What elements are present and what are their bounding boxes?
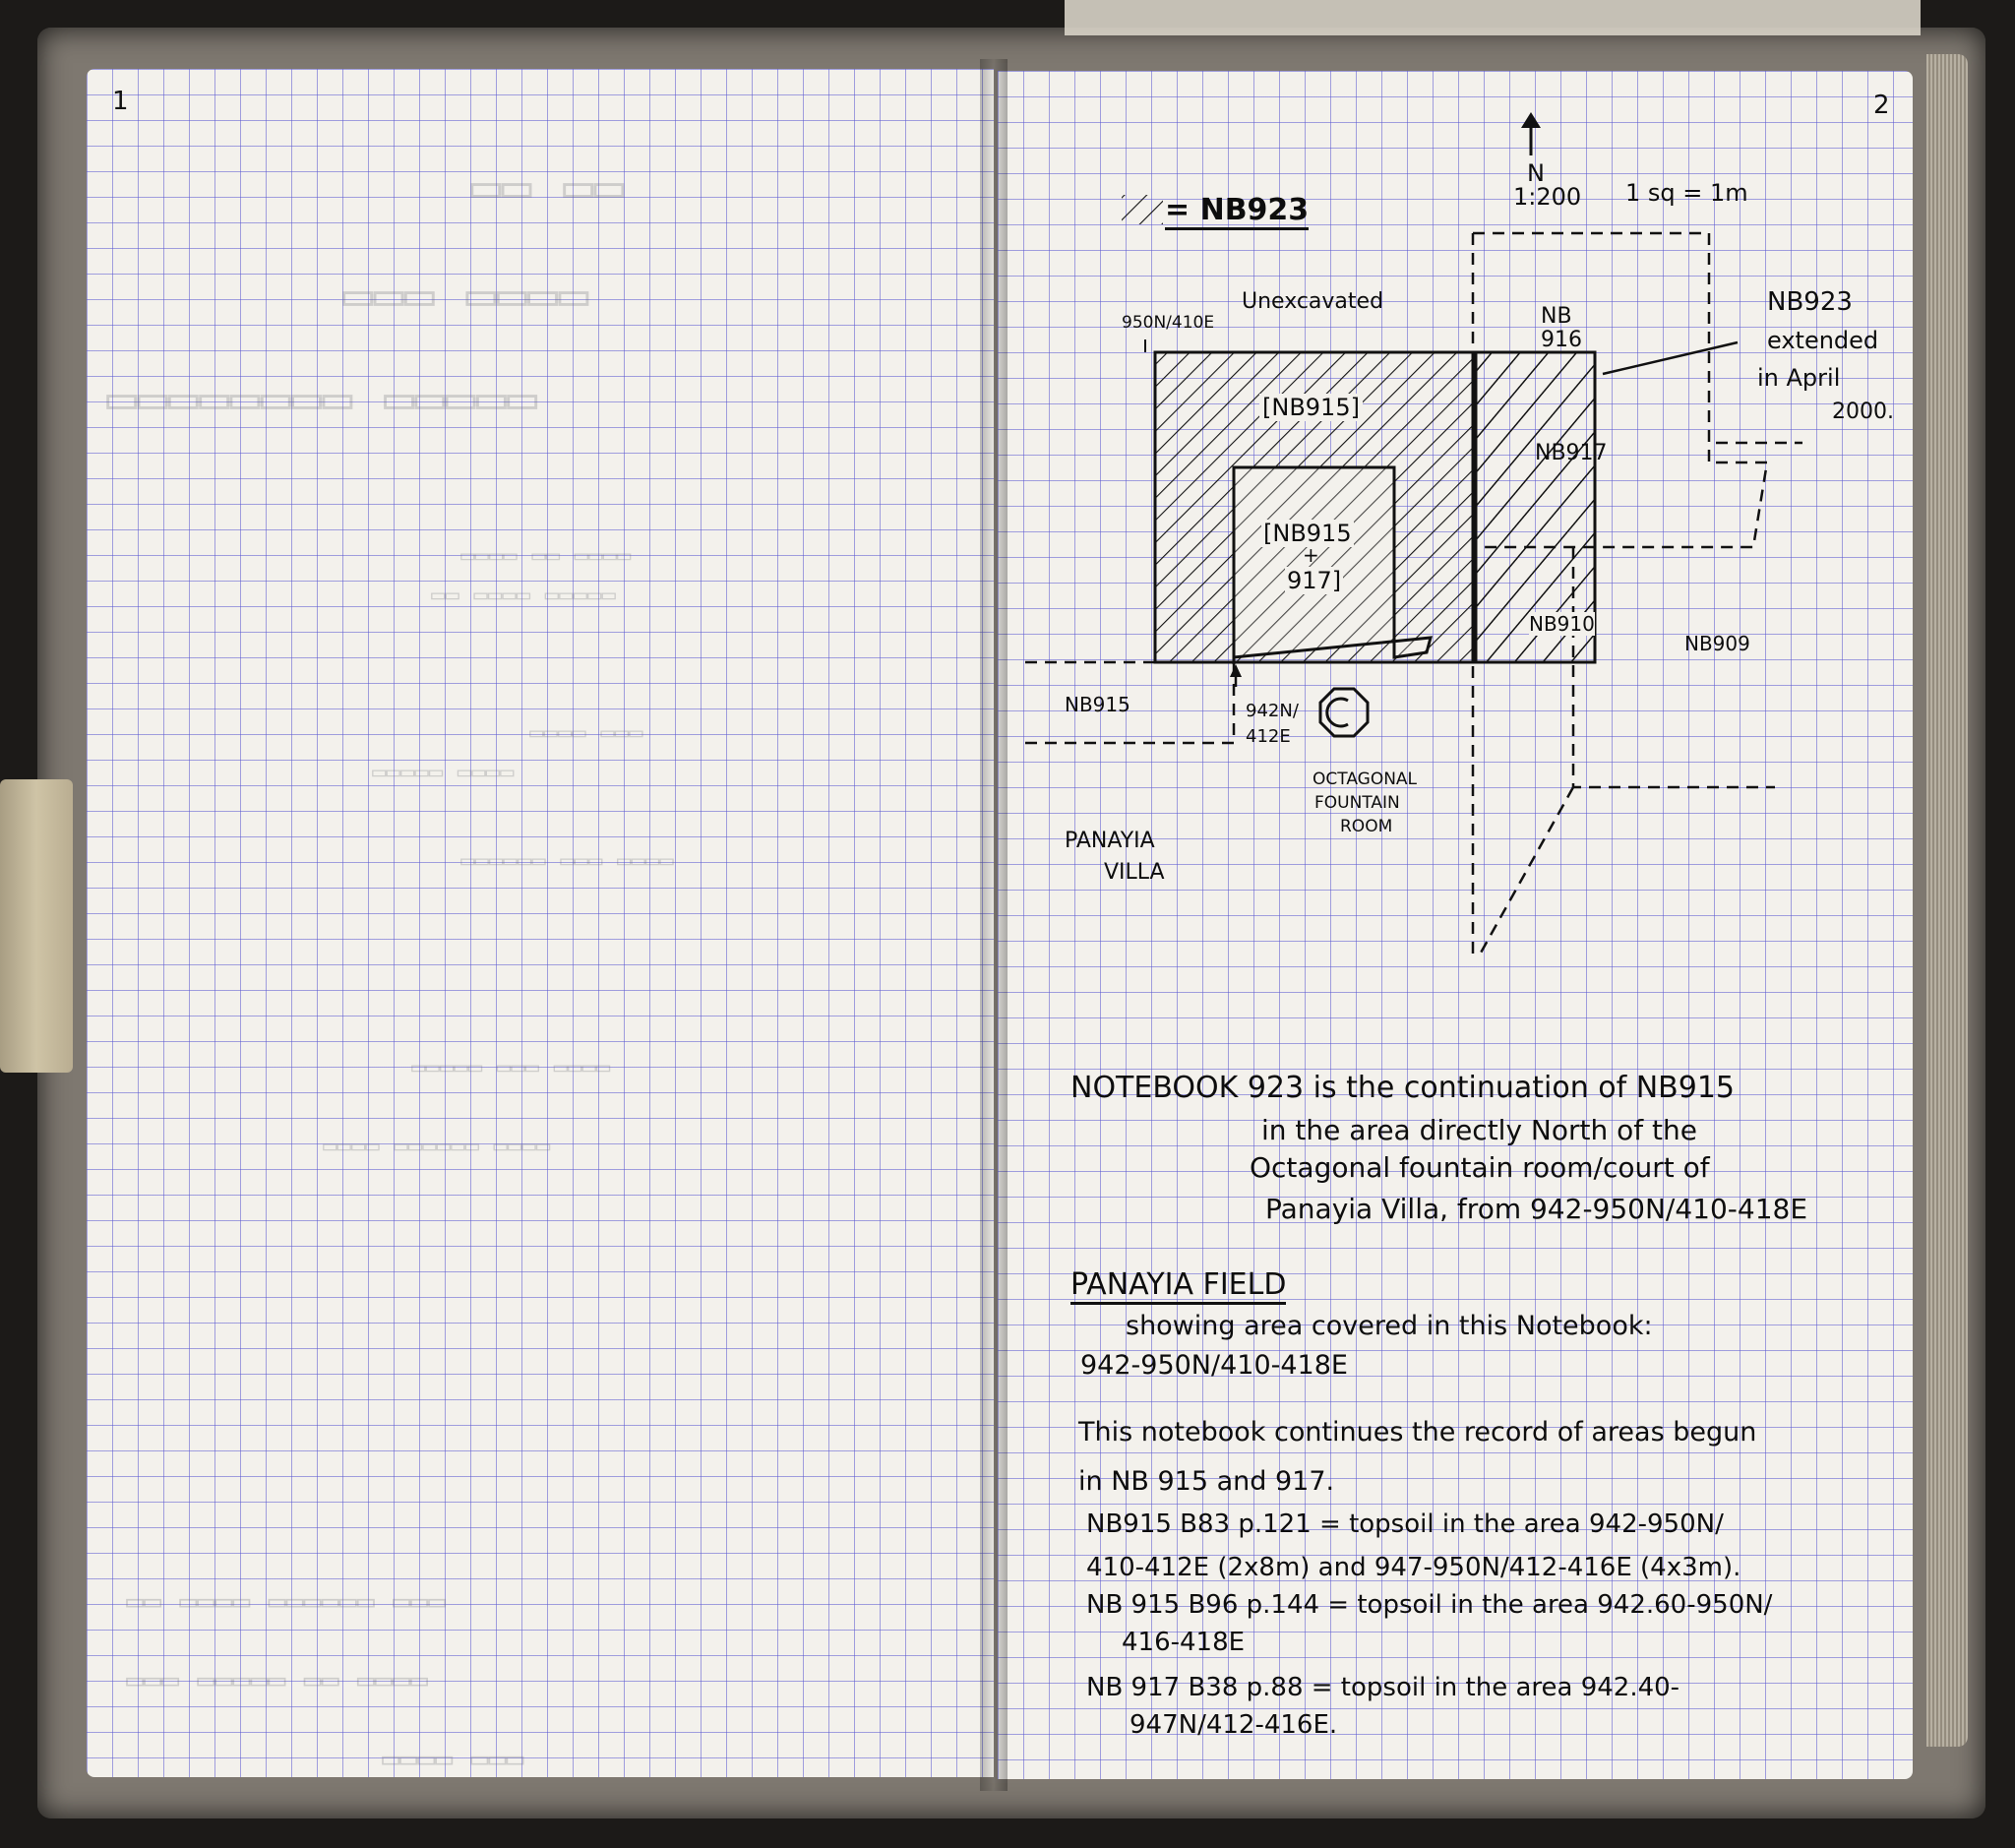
nb923-note-line: NB923 [1767,287,1853,317]
notebook-clasp [0,779,73,1073]
bleed-through-text: ▭▭▭ ▭▭▭▭ [529,718,643,746]
nb915-left-label: NB915 [1065,693,1130,716]
bleed-through-text: ▭▭▭▭▭ ▭▭▭▭ ▭▭ [431,581,616,608]
bleed-through-text: ▭▭ ▭▭ [470,157,625,216]
record-line: 416-418E [1122,1628,1246,1657]
record-line: 947N/412-416E. [1130,1710,1338,1740]
field-line: showing area covered in this Notebook: [1126,1311,1653,1341]
nb915-917-label: 917] [1287,567,1342,594]
villa-label: VILLA [1104,860,1165,885]
field-title: PANAYIA FIELD [1070,1267,1286,1305]
north-label: N [1527,159,1545,187]
intro-line: NOTEBOOK 923 is the continuation of NB915 [1070,1071,1735,1105]
nb915-917-label: + [1303,543,1319,567]
nb923-note-line: extended [1767,327,1879,354]
page-edges [1926,54,1968,1747]
nb923-note-line: in April [1757,364,1841,392]
bleed-through-text: ▭▭▭▭ ▭▭▭ ▭▭▭▭▭▭ [460,846,674,874]
scale-label: 1:200 [1513,183,1582,211]
nb915-917-label: [NB915 [1263,520,1352,547]
bleed-through-text: ▭▭▭▭ ▭▭ ▭▭▭▭▭ ▭▭▭ [126,1663,429,1697]
intro-line: Octagonal fountain room/court of [1250,1151,1710,1184]
grid-square-label: 1 sq = 1m [1625,179,1748,207]
bleed-through-text: ▭▭▭ ▭▭▭▭ [382,1742,524,1776]
corner-coordinate-nw: 950N/410E [1122,313,1215,333]
left-page [87,69,994,1777]
corner-coordinate-se: 942N/ [1246,701,1299,721]
bleed-through-text: ▭▭▭▭ ▭▭▭▭▭ [372,758,515,785]
nb915-bracket-label: [NB915] [1259,394,1363,421]
bleed-through-text: ▭▭▭▭ ▭▭▭ ▭▭▭▭▭ [411,1053,611,1080]
nb923-note-line: 2000. [1832,400,1894,424]
intro-line: Panayia Villa, from 942-950N/410-418E [1265,1193,1808,1225]
nb910-label: NB910 [1529,612,1595,636]
left-page-number: 1 [112,87,129,116]
record-line: NB 917 B38 p.88 = topsoil in the area 942.40- [1086,1673,1680,1702]
intro-line: in the area directly North of the [1261,1114,1697,1146]
bleed-through-text: ▭▭▭▭ ▭▭▭ [342,266,589,325]
page-edge-strip [1065,0,1921,35]
fountain-label: ROOM [1340,817,1393,836]
north-arrow-icon [1521,112,1541,155]
legend-hatch-swatch [1122,195,1163,224]
legend-label: = NB923 [1165,193,1309,230]
record-line: NB915 B83 p.121 = topsoil in the area 942-950N/ [1086,1509,1724,1539]
bleed-through-text: ▭▭▭▭ ▭▭ ▭▭▭▭ [460,541,632,569]
bleed-through-text: ▭▭▭▭ ▭▭▭▭▭▭ ▭▭▭▭ [323,1132,551,1159]
nb916-label: NB 916 [1541,304,1582,352]
continues-line: This notebook continues the record of areas begun [1078,1417,1757,1448]
corner-coordinate-se: 412E [1246,726,1291,747]
record-line: NB 915 B96 p.144 = topsoil in the area 942.60-950N/ [1086,1590,1773,1620]
octagonal-fountain-icon [1320,689,1368,736]
fountain-label: OCTAGONAL [1313,770,1418,789]
bleed-through-text: ▭▭▭▭▭ ▭▭▭▭▭▭▭▭ [106,369,538,428]
nb917-label: NB917 [1535,441,1608,465]
leader-line [1603,342,1738,374]
continues-line: in NB 915 and 917. [1078,1466,1335,1497]
unexcavated-label: Unexcavated [1242,289,1384,314]
villa-label: PANAYIA [1065,829,1155,853]
fountain-label: FOUNTAIN [1314,793,1400,813]
nb909-label: NB909 [1684,632,1750,655]
bleed-through-text: ▭▭▭ ▭▭▭▭▭▭ ▭▭▭▭ ▭▭ [126,1584,447,1619]
right-page-number: 2 [1873,91,1890,120]
record-line: 410-412E (2x8m) and 947-950N/412-416E (4x3m). [1086,1553,1741,1582]
field-line: 942-950N/410-418E [1080,1350,1348,1381]
